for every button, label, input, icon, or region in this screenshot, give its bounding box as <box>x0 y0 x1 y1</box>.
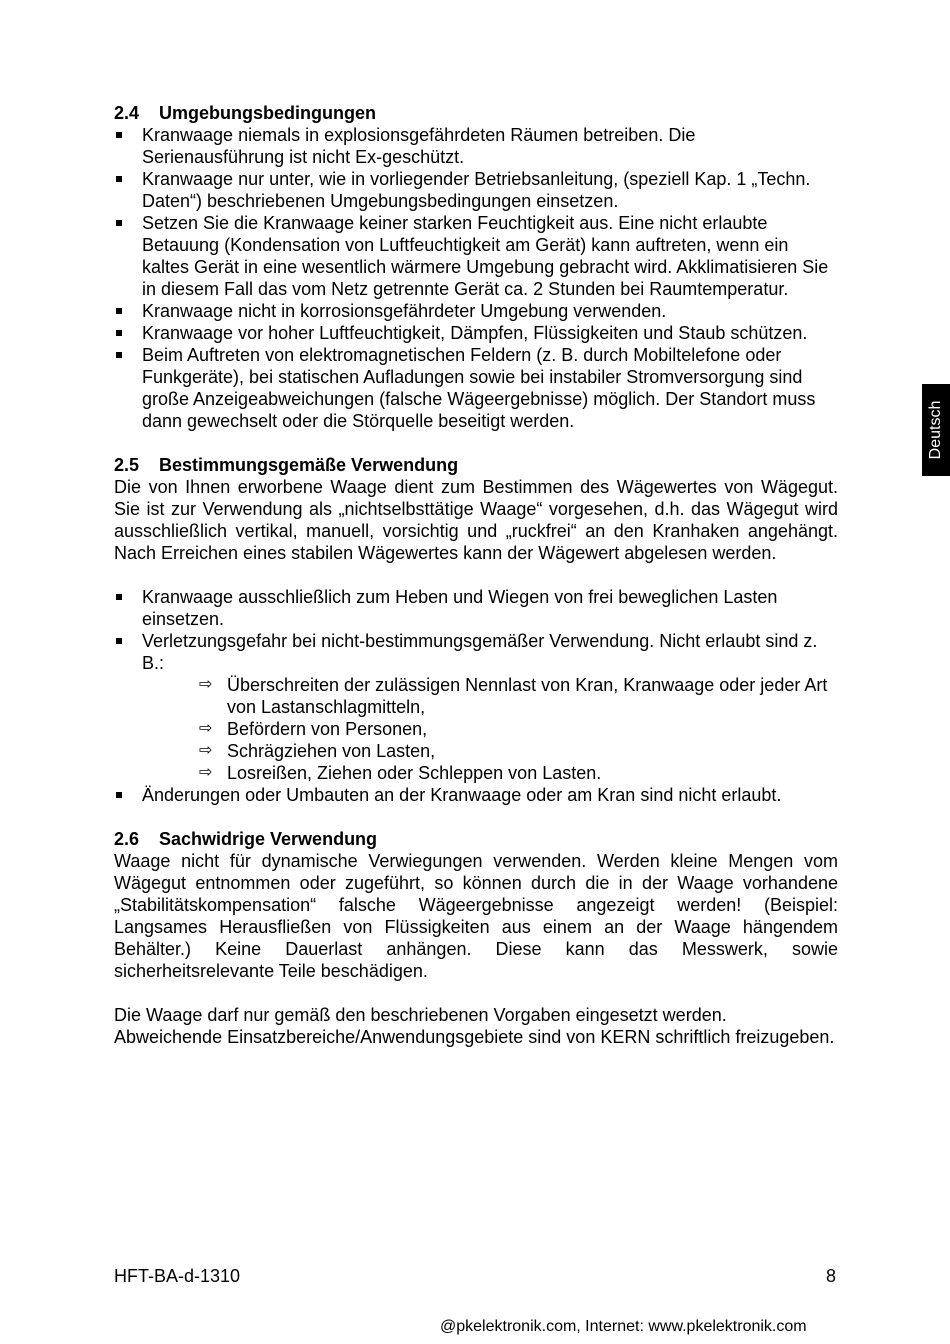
prohibited-uses-list <box>142 674 838 784</box>
environment-list <box>114 124 838 432</box>
section-title: Umgebungsbedingungen <box>159 103 376 123</box>
list-item: Kranwaage nur unter, wie in vorliegender Betriebsanleitung, (speziell Kap. 1 „Techn. Daten“) beschriebenen Umgebungsbedingungen einsetzen. <box>114 168 838 212</box>
usage-restriction-paragraph: Die Waage darf nur gemäß den beschriebenen Vorgaben eingesetzt werden. Abweichende Einsatzbereiche/Anwendungsgebiete sind von KERN schriftlich freizugeben. <box>114 1005 835 1047</box>
document-page <box>114 102 838 1048</box>
list-item: Kranwaage ausschließlich zum Heben und Wiegen von frei beweglichen Lasten einsetzen. <box>114 586 838 630</box>
section-heading-2-5 <box>114 454 838 476</box>
section-heading-2-6 <box>114 828 838 850</box>
list-item: Kranwaage nicht in korrosionsgefährdeter Umgebung verwenden. <box>114 300 838 322</box>
list-item: Änderungen oder Umbauten an der Kranwaage oder am Kran sind nicht erlaubt. <box>114 784 838 806</box>
section-title: Bestimmungsgemäße Verwendung <box>159 455 459 475</box>
section-title: Sachwidrige Verwendung <box>159 829 378 849</box>
language-tab-label: Deutsch <box>927 400 944 460</box>
sub-list-item <box>199 762 838 784</box>
list-item: Setzen Sie die Kranwaage keiner starken Feuchtigkeit aus. Eine nicht erlaubte Betauung (Kondensation von Luftfeuchtigkeit am Gerät) kann auftreten, wenn ein kaltes Gerät in eine wesentlich wärmere Umgebung gebracht wird. Akklimatisieren Sie in diesem Fall das vom Netz getrennte Gerät ca. 2 Stunden bei Raumtemperatur. <box>114 212 838 300</box>
sub-list-item-text: Befördern von Personen, <box>227 719 428 739</box>
sub-list-item <box>199 740 838 762</box>
list-item <box>114 630 838 784</box>
section-number: 2.5 <box>114 455 140 475</box>
list-item: Beim Auftreten von elektromagnetischen Feldern (z. B. durch Mobiltelefone oder Funkgeräte), bei statischen Aufladungen sowie bei instabiler Stromversorgung sind große Anzeigeabweichungen (falsche Wägeergebnisse) möglich. Der Standort muss dann gewechselt oder die Störquelle beseitigt werden. <box>114 344 838 432</box>
list-item-text: Verletzungsgefahr bei nicht-bestimmungsgemäßer Verwendung. Nicht erlaubt sind z. B.: <box>142 631 818 673</box>
sub-list-item-text: Losreißen, Ziehen oder Schleppen von Lasten. <box>227 763 602 783</box>
section-heading-2-4 <box>114 102 838 124</box>
section-number: 2.6 <box>114 829 140 849</box>
intended-use-list <box>114 586 838 806</box>
document-id: HFT-BA-d-1310 <box>114 1266 241 1286</box>
misuse-paragraph: Waage nicht für dynamische Verwiegungen verwenden. Werden kleine Mengen vom Wägegut entnommen oder zugeführt, so können durch die in der Waage vorhandene „Stabilitätskompensation“ falsche Wägeergebnisse angezeigt werden! (Beispiel: Langsames Herausfließen von Flüssigkeiten aus einem an der Waage hängendem Behälter.) Keine Dauerlast anhängen. Diese kann das Messwerk, sowie sicherheitsrelevante Teile beschädigen. <box>114 851 838 981</box>
sub-list-item-text: Überschreiten der zulässigen Nennlast von Kran, Kranwaage oder jeder Art von Lastanschlagmitteln, <box>227 675 828 717</box>
section-number: 2.4 <box>114 103 140 123</box>
arrow-right-icon: ⇨ <box>199 742 213 759</box>
intended-use-paragraph: Die von Ihnen erworbene Waage dient zum Bestimmen des Wägewertes von Wägegut. Sie ist zur Verwendung als „nichtselbsttätige Waage“ vorgesehen, d.h. das Wägegut wird ausschließlich vertikal, manuell, vorsichtig und „ruckfrei“ an den Kranhaken angehängt. Nach Erreichen eines stabilen Wägewertes kann der Wägewert abgelesen werden. <box>114 477 838 563</box>
arrow-right-icon: ⇨ <box>199 764 213 781</box>
language-tab <box>922 384 950 476</box>
sub-list-item-text: Schrägziehen von Lasten, <box>227 741 436 761</box>
list-item: Kranwaage vor hoher Luftfeuchtigkeit, Dämpfen, Flüssigkeiten und Staub schützen. <box>114 322 838 344</box>
list-item: Kranwaage niemals in explosionsgefährdeten Räumen betreiben. Die Serienausführung ist nicht Ex-geschützt. <box>114 124 838 168</box>
arrow-right-icon: ⇨ <box>199 676 213 693</box>
sub-list-item <box>199 718 838 740</box>
sub-list-item <box>199 674 838 718</box>
contact-line: @pkelektronik.com, Internet: www.pkelektronik.com <box>440 1318 807 1335</box>
arrow-right-icon: ⇨ <box>199 720 213 737</box>
page-number: 8 <box>825 1266 836 1286</box>
